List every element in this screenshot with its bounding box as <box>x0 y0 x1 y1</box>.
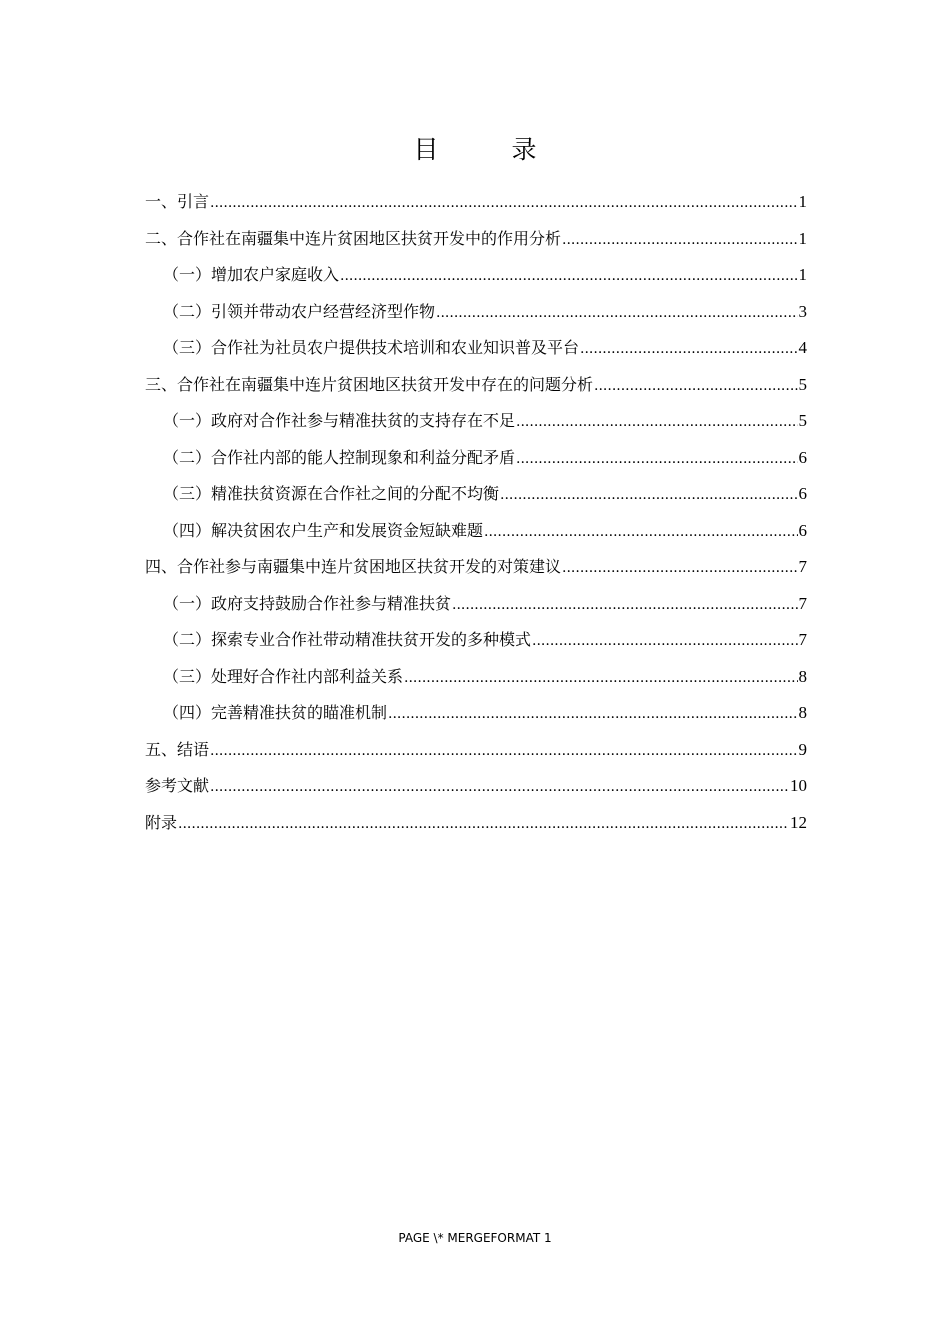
toc-entry-label: 五、结语 <box>145 739 210 759</box>
toc-dot-leader <box>516 404 797 441</box>
toc-entry-page-number: 7 <box>798 557 807 576</box>
toc-entry-page-number: 1 <box>798 228 807 248</box>
toc-entry-label: 三、合作社在南疆集中连片贫困地区扶贫开发中存在的问题分析 <box>145 374 594 394</box>
toc-entry-page-number: 1 <box>798 265 807 284</box>
toc-entry[interactable] <box>145 695 807 732</box>
toc-dot-leader <box>516 441 797 478</box>
toc-dot-leader <box>178 806 789 843</box>
toc-entry-label: （二）引领并带动农户经营经济型作物 <box>163 301 436 321</box>
toc-entry[interactable] <box>145 184 807 221</box>
toc-entry-page-number: 8 <box>798 666 807 686</box>
toc-dot-leader <box>594 368 797 405</box>
toc-dot-leader <box>500 477 797 514</box>
toc-entry-label: （二）探索专业合作社带动精准扶贫开发的多种模式 <box>163 630 532 649</box>
toc-entry-page-number: 6 <box>798 520 807 540</box>
toc-entry[interactable] <box>145 768 807 805</box>
toc-entry-page-number: 9 <box>798 739 807 759</box>
toc-entry[interactable] <box>145 476 807 513</box>
toc-entry-label: （二）合作社内部的能人控制现象和利益分配矛盾 <box>163 447 516 467</box>
toc-dot-leader <box>452 587 797 624</box>
toc-entry-page-number: 6 <box>798 447 807 467</box>
toc-dot-leader <box>210 733 797 770</box>
toc-entry-label: （四）完善精准扶贫的瞄准机制 <box>163 703 388 722</box>
toc-entry-page-number: 12 <box>790 812 807 832</box>
toc-entry-page-number: 7 <box>798 593 807 613</box>
toc-entry-label: （三）精准扶贫资源在合作社之间的分配不均衡 <box>163 484 500 503</box>
toc-entry[interactable] <box>145 659 807 696</box>
toc-title: 目 录 <box>413 135 561 164</box>
toc-entry[interactable] <box>145 513 807 550</box>
toc-entry[interactable] <box>145 294 807 331</box>
toc-entry[interactable] <box>145 403 807 440</box>
toc-entry-label: 一、引言 <box>145 192 210 211</box>
toc-entry[interactable] <box>145 732 807 769</box>
toc-dot-leader <box>404 660 797 697</box>
toc-entry[interactable] <box>145 549 807 586</box>
toc-dot-leader <box>562 222 797 259</box>
toc-dot-leader <box>340 258 797 295</box>
toc-dot-leader <box>388 696 797 733</box>
toc-entry-label: （三）合作社为社员农户提供技术培训和农业知识普及平台 <box>163 338 580 357</box>
toc-dot-leader <box>580 331 797 368</box>
toc-entry[interactable] <box>145 440 807 477</box>
toc-entry-label: （一）政府对合作社参与精准扶贫的支持存在不足 <box>163 411 516 430</box>
toc-entry-label: （四）解决贫困农户生产和发展资金短缺难题 <box>163 520 484 540</box>
toc-dot-leader <box>436 295 797 332</box>
toc-dot-leader <box>210 185 797 222</box>
toc-entry[interactable] <box>145 221 807 258</box>
toc-entry-label: 四、合作社参与南疆集中连片贫困地区扶贫开发的对策建议 <box>145 557 562 576</box>
toc-entry-page-number: 10 <box>790 776 807 795</box>
toc-entry-label: （三）处理好合作社内部利益关系 <box>163 666 404 686</box>
toc-entry[interactable] <box>145 805 807 842</box>
toc-entry-page-number: 6 <box>798 484 807 503</box>
toc-dot-leader <box>532 623 797 660</box>
page-footer: PAGE \* MERGEFORMAT 1 <box>398 1231 552 1245</box>
toc-dot-leader <box>562 550 797 587</box>
toc-entry-page-number: 3 <box>798 301 807 321</box>
toc-entry[interactable] <box>145 330 807 367</box>
toc-entry[interactable] <box>145 257 807 294</box>
toc-entry-page-number: 4 <box>798 338 807 357</box>
toc-entry-page-number: 5 <box>798 374 807 394</box>
toc-entry[interactable] <box>145 367 807 404</box>
toc-entry-page-number: 5 <box>798 411 807 430</box>
toc-entry-label: 附录 <box>145 812 178 832</box>
toc-entry-label: 二、合作社在南疆集中连片贫困地区扶贫开发中的作用分析 <box>145 228 562 248</box>
toc-entry[interactable] <box>145 586 807 623</box>
toc-entry-label: （一）增加农户家庭收入 <box>163 265 340 284</box>
toc-dot-leader <box>210 769 789 806</box>
toc-entry-page-number: 7 <box>798 630 807 649</box>
table-of-contents <box>145 184 807 841</box>
toc-entry-page-number: 1 <box>798 192 807 211</box>
toc-entry-label: 参考文献 <box>145 776 210 795</box>
toc-entry[interactable] <box>145 622 807 659</box>
toc-entry-label: （一）政府支持鼓励合作社参与精准扶贫 <box>163 593 452 613</box>
toc-dot-leader <box>484 514 797 551</box>
toc-entry-page-number: 8 <box>798 703 807 722</box>
